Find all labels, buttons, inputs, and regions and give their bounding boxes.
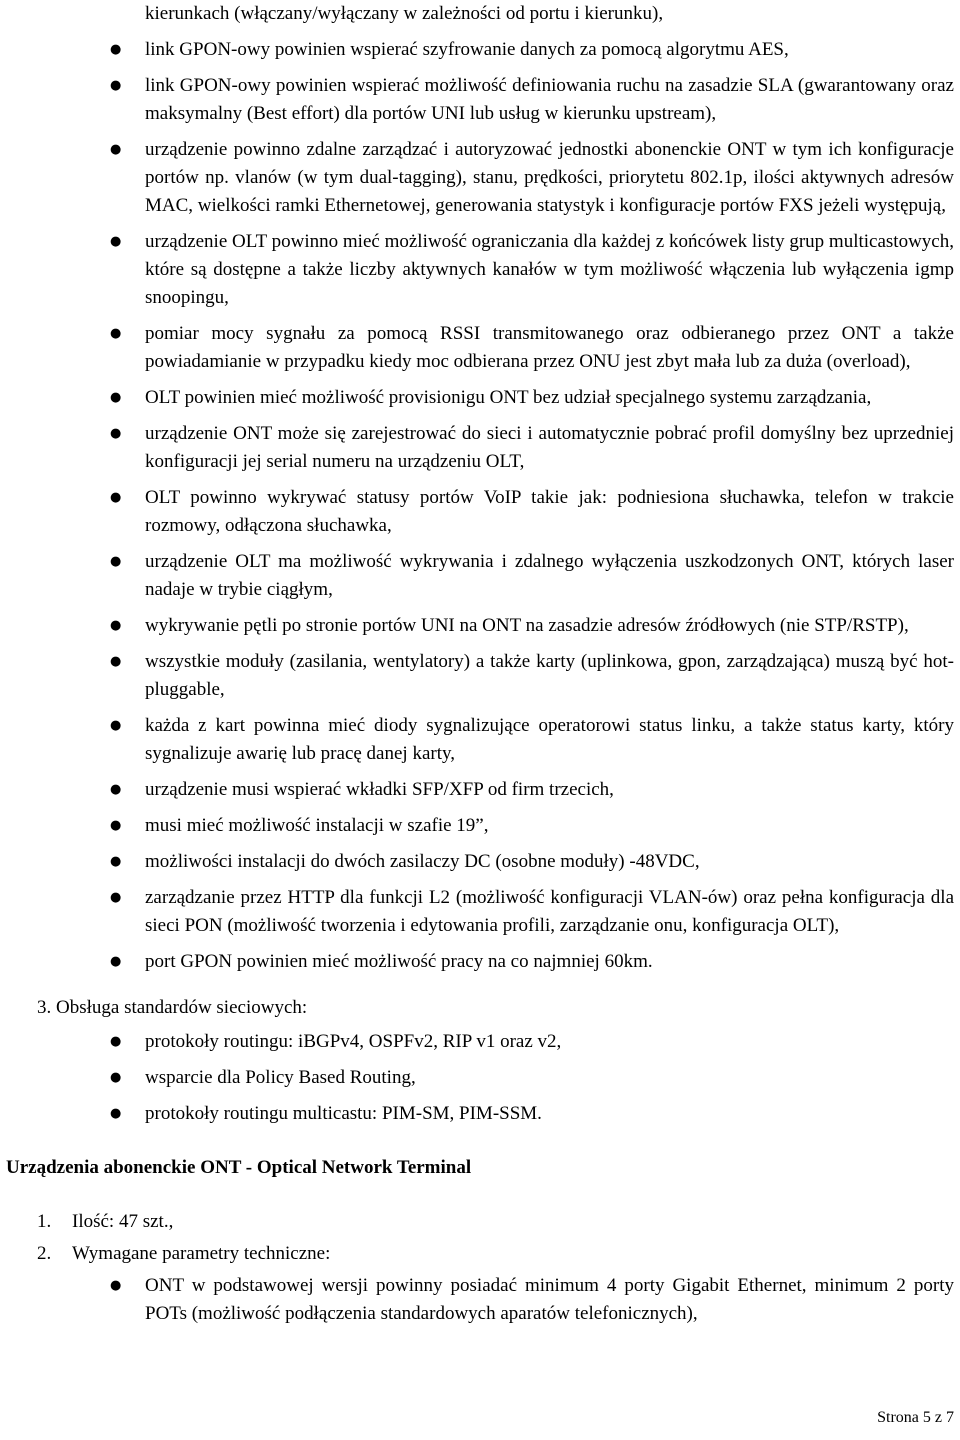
list-item <box>0 320 960 376</box>
list-item <box>0 1100 960 1128</box>
list-item <box>0 848 960 876</box>
bullet-icon: ● <box>110 618 122 633</box>
list-item-text: wsparcie dla Policy Based Routing, <box>145 1067 416 1088</box>
bullet-icon: ● <box>110 854 122 869</box>
list-item-text: musi mieć możliwość instalacji w szafie 19”, <box>145 815 489 836</box>
list-item <box>0 484 960 540</box>
bullet-icon: ● <box>110 234 122 249</box>
list-item <box>0 548 960 604</box>
bullet-icon: ● <box>110 390 122 405</box>
ont-ordered-list <box>0 1208 960 1268</box>
ordered-item-text: Wymagane parametry techniczne: <box>72 1243 331 1264</box>
list-item <box>0 712 960 768</box>
bullet-icon: ● <box>110 142 122 157</box>
list-item-text: protokoły routingu: iBGPv4, OSPFv2, RIP v1 oraz v2, <box>145 1031 562 1052</box>
bullet-icon: ● <box>110 426 122 441</box>
list-item <box>0 812 960 840</box>
bullet-icon: ● <box>110 654 122 669</box>
requirements-list <box>0 36 960 976</box>
list-item-text: możliwości instalacji do dwóch zasilaczy DC (osobne moduły) -48VDC, <box>145 851 700 872</box>
list-item-text: urządzenie ONT może się zarejestrować do sieci i automatycznie pobrać profil domyślny bez uprzedniej konfiguracji jej serial numeru na urządzeniu OLT, <box>145 423 954 472</box>
bullet-icon: ● <box>110 1070 122 1085</box>
list-item-text: urządzenie musi wspierać wkładki SFP/XFP od firm trzecich, <box>145 779 614 800</box>
ordered-item-number: 2. <box>37 1243 52 1264</box>
bullet-icon: ● <box>110 718 122 733</box>
list-item <box>0 1028 960 1056</box>
list-item-text: wykrywanie pętli po stronie portów UNI na ONT na zasadzie adresów źródłowych (nie STP/RSTP), <box>145 615 909 636</box>
bullet-icon: ● <box>110 818 122 833</box>
continued-text: kierunkach (włączany/wyłączany w zależności od portu i kierunku), <box>145 3 664 24</box>
list-item-text: protokoły routingu multicastu: PIM-SM, PIM-SSM. <box>145 1103 542 1124</box>
list-item <box>0 1272 960 1328</box>
bullet-icon: ● <box>110 890 122 905</box>
list-item-text: urządzenie OLT powinno mieć możliwość ograniczania dla każdej z końcówek listy grup multicastowych, które są dostępne a także liczby aktywnych kanałów w tym możliwość włączenia lub wyłączenia igmp snoopingu, <box>145 231 954 308</box>
list-item <box>0 884 960 940</box>
list-item-text: OLT powinno wykrywać statusy portów VoIP takie jak: podniesiona słuchawka, telefon w trakcie rozmowy, odłączona słuchawka, <box>145 487 954 536</box>
bullet-icon: ● <box>110 554 122 569</box>
list-item-text: link GPON-owy powinien wspierać szyfrowanie danych za pomocą algorytmu AES, <box>145 39 789 60</box>
list-item-text: wszystkie moduły (zasilania, wentylatory) a także karty (uplinkowa, gpon, zarządzająca) muszą być hot-pluggable, <box>145 651 954 700</box>
section-3-heading: 3. Obsługa standardów sieciowych: <box>37 997 308 1018</box>
bullet-icon: ● <box>110 1106 122 1121</box>
ont-section-title: Urządzenia abonenckie ONT - Optical Network Terminal <box>6 1157 472 1178</box>
ordered-item-text: Ilość: 47 szt., <box>72 1211 174 1232</box>
list-item-text: link GPON-owy powinien wspierać możliwość definiowania ruchu na zasadzie SLA (gwarantowany oraz maksymalny (Best effort) dla portów UNI lub usług w kierunku upstream), <box>145 75 954 124</box>
list-item-text: OLT powinien mieć możliwość provisionigu ONT bez udział specjalnego systemu zarządzania, <box>145 387 872 408</box>
list-item <box>0 136 960 220</box>
list-item-text: urządzenie OLT ma możliwość wykrywania i zdalnego wyłączenia uszkodzonych ONT, których laser nadaje w trybie ciągłym, <box>145 551 954 600</box>
list-item <box>0 384 960 412</box>
list-item-text: urządzenie powinno zdalne zarządzać i autoryzować jednostki abonenckie ONT w tym ich konfiguracje portów np. vlanów (w tym dual-tagging), stanu, prędkości, priorytetu 802.1p, ilości aktywnych adresów MAC, wielkości ramki Ethernetowej, generowania statystyk i konfiguracje portów FXS jeżeli występują, <box>145 139 954 216</box>
network-standards-list <box>0 1028 960 1128</box>
list-item <box>0 648 960 704</box>
ordered-item <box>37 1208 960 1236</box>
bullet-icon: ● <box>110 42 122 57</box>
list-item-text: każda z kart powinna mieć diody sygnalizujące operatorowi status linku, a także status karty, który sygnalizuje awarię lub pracę danej karty, <box>145 715 954 764</box>
ordered-item-number: 1. <box>37 1211 52 1232</box>
ont-parameters-list <box>0 1272 960 1328</box>
bullet-icon: ● <box>110 490 122 505</box>
list-item <box>0 36 960 64</box>
list-item-text: ONT w podstawowej wersji powinny posiadać minimum 4 porty Gigabit Ethernet, minimum 2 porty POTs (możliwość podłączenia standardowych aparatów telefonicznych), <box>145 1275 954 1324</box>
bullet-icon: ● <box>110 1034 122 1049</box>
ordered-item <box>37 1240 960 1268</box>
page-number: Strona 5 z 7 <box>877 1409 954 1426</box>
list-item <box>0 1064 960 1092</box>
list-item <box>0 776 960 804</box>
list-item <box>0 612 960 640</box>
list-item <box>0 948 960 976</box>
bullet-icon: ● <box>110 326 122 341</box>
bullet-icon: ● <box>110 78 122 93</box>
bullet-icon: ● <box>110 954 122 969</box>
list-item-text: port GPON powinien mieć możliwość pracy na co najmniej 60km. <box>145 951 653 972</box>
list-item <box>0 72 960 128</box>
list-item <box>0 420 960 476</box>
list-item-text: pomiar mocy sygnału za pomocą RSSI transmitowanego oraz odbieranego przez ONT a także powiadamianie w przypadku kiedy moc odbierana przez ONU jest zbyt mała lub za duża (overload), <box>145 323 954 372</box>
list-item-text: zarządzanie przez HTTP dla funkcji L2 (możliwość konfiguracji VLAN-ów) oraz pełna konfiguracja dla sieci PON (możliwość tworzenia i edytowania profili, zarządzanie onu, konfiguracja OLT), <box>145 887 954 936</box>
list-item <box>0 228 960 312</box>
bullet-icon: ● <box>110 1278 122 1293</box>
bullet-icon: ● <box>110 782 122 797</box>
